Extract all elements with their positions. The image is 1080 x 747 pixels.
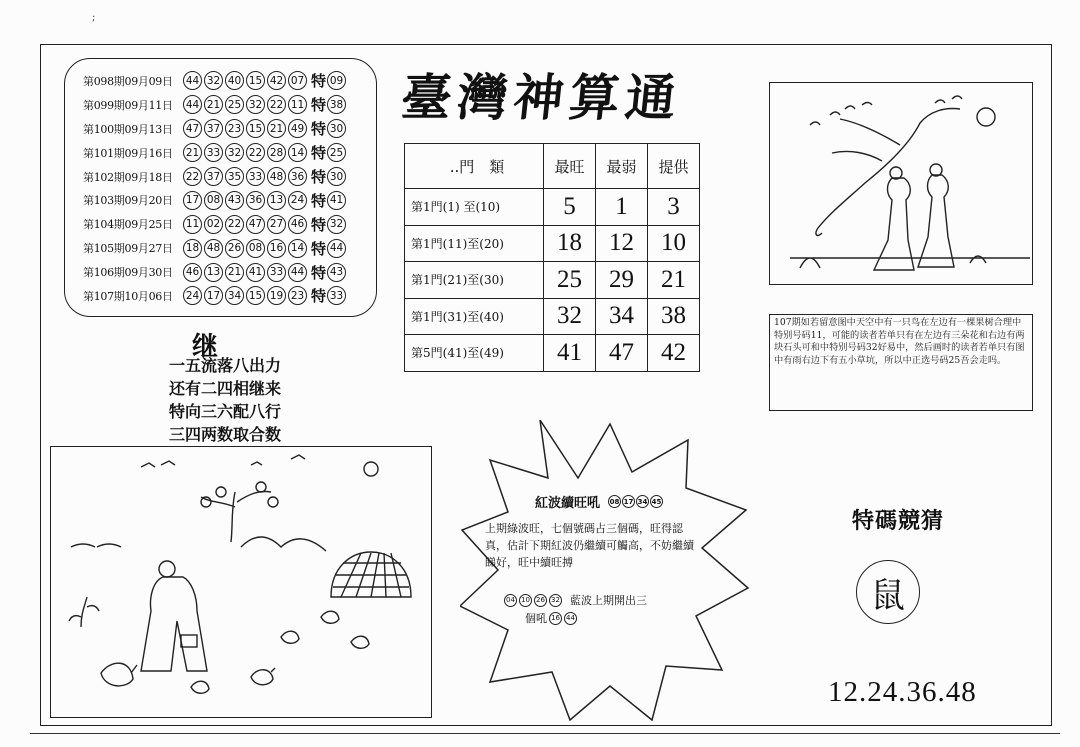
special-guess-title: 特碼競猜: [852, 508, 945, 534]
cell-value: 18: [544, 225, 596, 262]
special-marker: 特: [311, 72, 327, 91]
cell-value: 12: [596, 225, 648, 262]
number-ball: 48: [204, 239, 223, 258]
number-ball: 47: [183, 119, 202, 138]
cell-value: 25: [544, 262, 596, 299]
special-ball: 09: [327, 71, 346, 90]
small-tree: [201, 491, 271, 542]
red-wave-title: [535, 492, 663, 511]
number-ball: 14: [288, 239, 307, 258]
moon-icon: [977, 108, 995, 126]
poem-line: 还有二四相继来: [168, 379, 281, 398]
number-ball: 33: [204, 143, 223, 162]
two-figures-drawing: [770, 83, 1031, 283]
header-weakest: 最弱: [596, 144, 648, 189]
blue-wave-ball: 44: [564, 612, 577, 625]
poem-line: 特向三六配八行: [168, 402, 281, 421]
number-ball: 02: [204, 215, 223, 234]
number-ball: 11: [288, 95, 307, 114]
header-category: ..門 類: [405, 144, 544, 189]
draw-label: 第104期09月25日: [83, 218, 173, 232]
number-ball: 32: [246, 95, 265, 114]
guess-numbers: 12.24.36.48: [828, 676, 977, 708]
number-ball: 35: [225, 167, 244, 186]
special-marker: 特: [311, 120, 327, 139]
number-ball: 25: [225, 95, 244, 114]
poem-heading: 继: [192, 332, 219, 362]
special-ball: 25: [327, 143, 346, 162]
result-row: [83, 236, 376, 260]
blue-wave-text: 藍波上期開出三: [570, 594, 647, 607]
figure-one: [874, 178, 914, 270]
red-wave-ball: 45: [650, 495, 663, 508]
red-wave-starburst: [460, 420, 750, 725]
starburst-shape: [460, 420, 750, 725]
figure-two: [918, 175, 954, 267]
number-ball: 37: [204, 119, 223, 138]
number-ball: 24: [288, 191, 307, 210]
number-ball: 23: [225, 119, 244, 138]
row-category: 第1門(21)至(30): [405, 262, 544, 299]
red-wave-text: 上期綠波旺，七個號碼占三個碼，旺得認真，估計下期紅波仍繼續可觸高，不妨繼續睇好，旺中續旺搏: [485, 522, 694, 569]
stats-table: [404, 143, 700, 372]
result-row: [83, 260, 376, 284]
number-ball: 36: [288, 167, 307, 186]
number-ball: 33: [267, 263, 286, 282]
number-ball: 32: [204, 71, 223, 90]
red-wave-ball: 17: [622, 495, 635, 508]
cell-value: 32: [544, 298, 596, 335]
blue-wave-ball: 16: [549, 612, 562, 625]
header-hottest: 最旺: [544, 144, 596, 189]
cell-value: 21: [648, 262, 700, 299]
table-header-row: [405, 144, 700, 189]
table-row: [405, 262, 700, 299]
draw-label: 第107期10月06日: [83, 289, 173, 303]
number-ball: 11: [183, 215, 202, 234]
number-ball: 44: [183, 71, 202, 90]
number-ball: 21: [225, 263, 244, 282]
hills: [241, 537, 326, 551]
cell-value: 34: [596, 298, 648, 335]
woman-chickens-drawing: [51, 447, 430, 716]
result-row: [83, 141, 376, 165]
row-category: 第5門(41)至(49): [405, 335, 544, 372]
draw-label: 第106期09月30日: [83, 266, 173, 280]
special-ball: 30: [327, 167, 346, 186]
special-ball: 32: [327, 215, 346, 234]
blue-wave-ball: 10: [519, 594, 532, 607]
draw-label: 第102期09月18日: [83, 170, 173, 184]
illustration-woman-chickens: [50, 446, 432, 718]
number-ball: 21: [267, 119, 286, 138]
number-ball: 26: [225, 239, 244, 258]
number-ball: 15: [246, 286, 265, 305]
table-row: [405, 189, 700, 226]
draw-label: 第103期09月20日: [83, 194, 173, 208]
blue-wave-text-2: 個吼: [525, 612, 547, 625]
blue-wave-ball: 32: [549, 594, 562, 607]
poem: [140, 354, 310, 446]
sun-icon: [364, 462, 378, 476]
number-ball: 22: [225, 215, 244, 234]
number-ball: 15: [246, 119, 265, 138]
result-row: [83, 188, 376, 212]
rooster: [101, 663, 137, 686]
number-ball: 24: [183, 286, 202, 305]
result-row: [83, 69, 376, 93]
row-category: 第1門(1) 至(10): [405, 189, 544, 226]
blue-wave-line: [504, 592, 647, 608]
number-ball: 13: [204, 263, 223, 282]
result-row: [83, 117, 376, 141]
cell-value: 29: [596, 262, 648, 299]
cell-value: 38: [648, 298, 700, 335]
special-marker: 特: [311, 96, 327, 115]
number-ball: 28: [267, 143, 286, 162]
draw-label: 第105期09月27日: [83, 242, 173, 256]
draw-label: 第098期09月09日: [83, 74, 173, 88]
draw-results-panel: [64, 58, 377, 317]
special-ball: 33: [327, 286, 346, 305]
number-ball: 22: [183, 167, 202, 186]
special-marker: 特: [311, 168, 327, 186]
number-ball: 48: [267, 167, 286, 186]
number-ball: 47: [246, 215, 265, 234]
bottom-rule: [30, 733, 1060, 734]
number-ball: 23: [288, 286, 307, 305]
number-ball: 08: [204, 191, 223, 210]
number-ball: 40: [225, 71, 244, 90]
number-ball: 32: [225, 143, 244, 162]
special-ball: 43: [327, 263, 346, 282]
illustration-two-figures: [769, 82, 1033, 285]
number-ball: 21: [183, 143, 202, 162]
special-marker: 特: [311, 263, 327, 282]
table-row: [405, 298, 700, 335]
blue-wave-ball: 26: [534, 594, 547, 607]
row-category: 第1門(31)至(40): [405, 298, 544, 335]
header-provided: 提供: [648, 144, 700, 189]
table-row: [405, 335, 700, 372]
number-ball: 37: [204, 167, 223, 186]
number-ball: 22: [267, 95, 286, 114]
number-ball: 18: [183, 239, 202, 258]
cell-value: 10: [648, 225, 700, 262]
number-ball: 41: [246, 263, 265, 282]
draw-label: 第099期09月11日: [83, 98, 173, 112]
number-ball: 46: [183, 263, 202, 282]
red-wave-ball: 34: [636, 495, 649, 508]
draw-label: 第100期09月13日: [83, 122, 173, 136]
number-ball: 22: [246, 143, 265, 162]
red-wave-ball: 08: [608, 495, 621, 508]
result-row: [83, 212, 376, 236]
number-ball: 13: [267, 191, 286, 210]
number-ball: 27: [267, 215, 286, 234]
number-ball: 46: [288, 215, 307, 234]
special-marker: 特: [311, 191, 327, 210]
special-ball: 41: [327, 191, 346, 210]
special-marker: 特: [311, 239, 327, 258]
cell-value: 41: [544, 335, 596, 372]
number-ball: 34: [225, 286, 244, 305]
poem-line: 一五流落八出力: [168, 356, 281, 375]
number-ball: 42: [267, 71, 286, 90]
number-ball: 43: [225, 191, 244, 210]
number-ball: 14: [288, 143, 307, 162]
result-row: [83, 165, 376, 189]
row-category: 第1門(11)至(20): [405, 225, 544, 262]
number-ball: 17: [183, 191, 202, 210]
special-marker: 特: [311, 287, 327, 306]
page-title: 臺灣神算通: [398, 68, 685, 127]
cell-value: 47: [596, 335, 648, 372]
result-row: [83, 93, 376, 117]
poem-line: 三四两数取合数: [168, 425, 281, 444]
blue-wave-ball: 04: [504, 594, 517, 607]
number-ball: 44: [183, 95, 202, 114]
special-ball: 38: [327, 95, 346, 114]
blue-wave-line-2: [525, 610, 577, 626]
tree-trunk: [816, 123, 920, 236]
special-marker: 特: [311, 215, 327, 234]
number-ball: 21: [204, 95, 223, 114]
woman-figure: [141, 577, 207, 671]
number-ball: 44: [288, 263, 307, 282]
number-ball: 15: [246, 71, 265, 90]
notice-text: 107期如若留意图中天空中有一只鸟在左边有一棵果树合理中特别号码11，可能的读者若单只有在左边有三朵花和右边有两块石头可和中特别号码32好易中，然后画时的读者若单只有图中有雨右边下有五小草坑，所以中正选号码25吾会走吗。: [769, 314, 1033, 411]
special-marker: 特: [311, 144, 327, 163]
cell-value: 42: [648, 335, 700, 372]
special-ball: 44: [327, 239, 346, 258]
zodiac-pick: 鼠: [856, 560, 920, 624]
number-ball: 07: [288, 71, 307, 90]
result-row: [83, 284, 376, 308]
cell-value: 5: [544, 189, 596, 226]
number-ball: 17: [204, 286, 223, 305]
cell-value: 1: [596, 189, 648, 226]
special-ball: 30: [327, 119, 346, 138]
cell-value: 3: [648, 189, 700, 226]
number-ball: 08: [246, 239, 265, 258]
number-ball: 19: [267, 286, 286, 305]
number-ball: 36: [246, 191, 265, 210]
draw-label: 第101期09月16日: [83, 146, 173, 160]
number-ball: 49: [288, 119, 307, 138]
table-row: [405, 225, 700, 262]
number-ball: 16: [267, 239, 286, 258]
red-wave-label: 紅波續旺吼: [535, 496, 601, 511]
scan-speck: ;: [92, 12, 96, 23]
number-ball: 33: [246, 167, 265, 186]
